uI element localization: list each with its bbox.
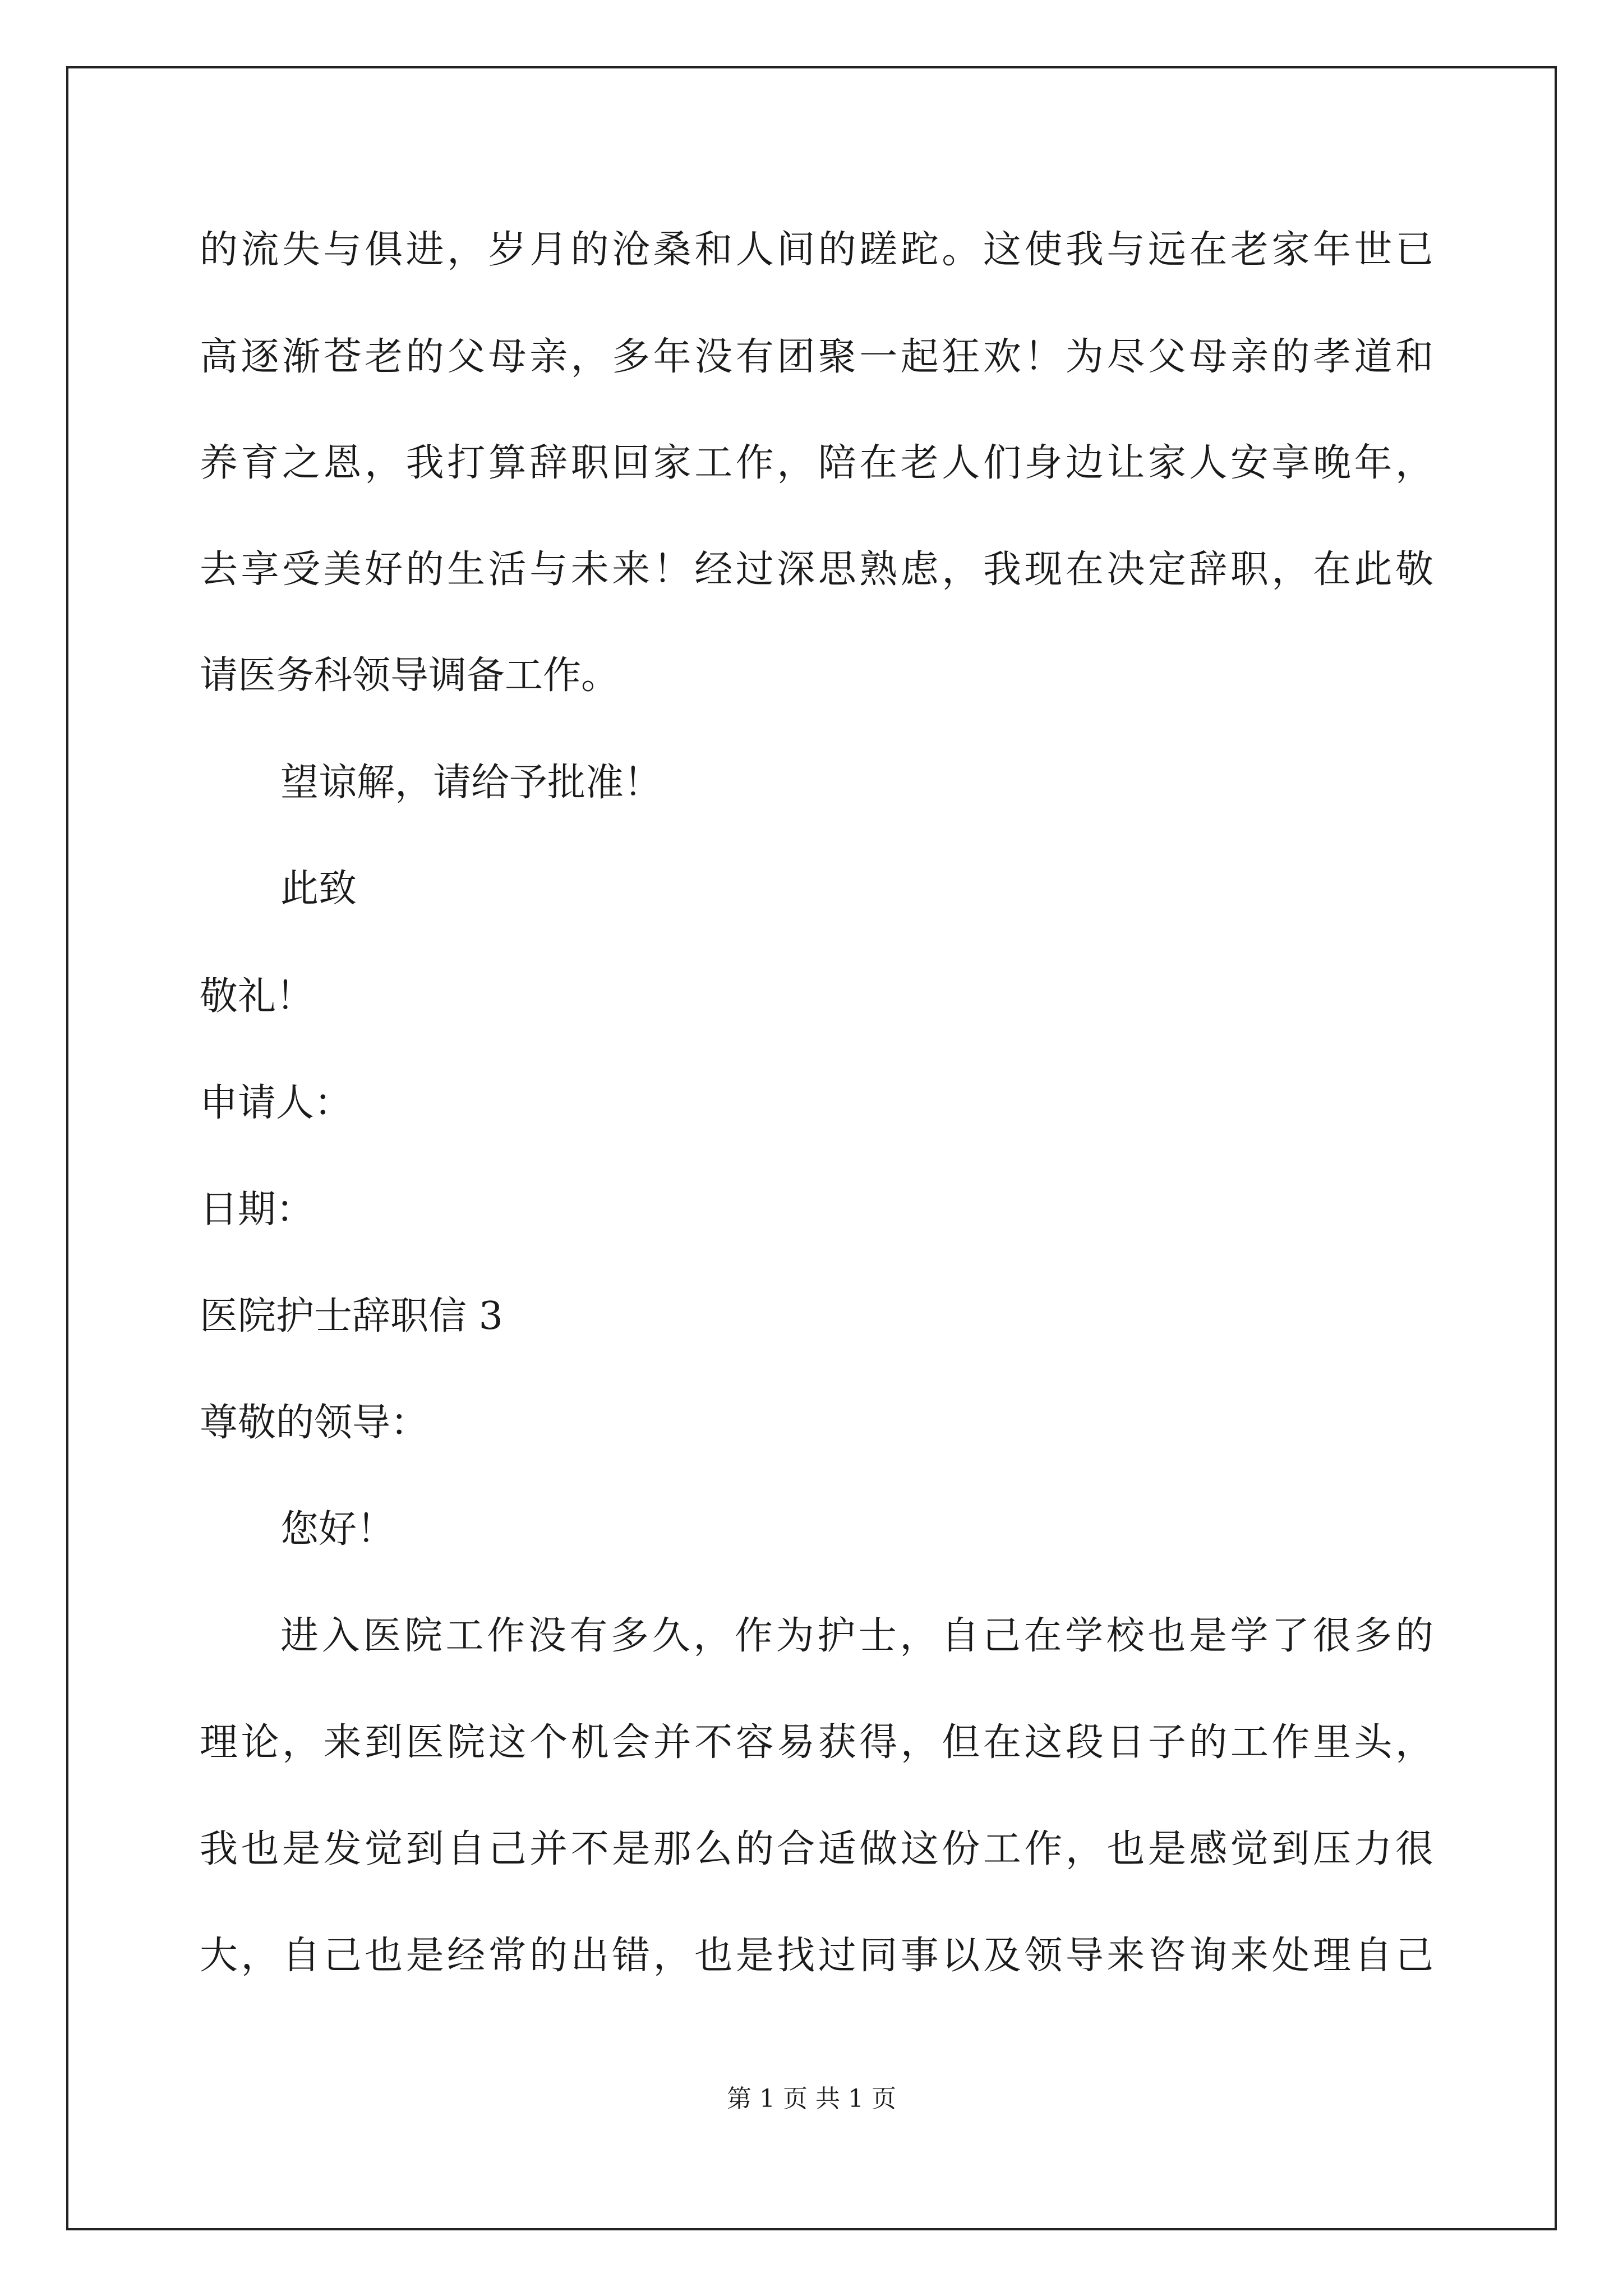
applicant-label: 申请人：: [200, 1081, 353, 1125]
paragraph-line: 我也是发觉到自己并不是那么的合适做这份工作，也是感觉到压力很: [200, 1827, 1433, 1871]
salutation-closing: 此致: [280, 867, 357, 911]
letter-title: 医院护士辞职信 3: [200, 1294, 503, 1338]
paragraph-line: 理论，来到医院这个机会并不容易获得，但在这段日子的工作里头，: [200, 1720, 1433, 1765]
letter-greeting: 尊敬的领导：: [200, 1401, 429, 1445]
date-label: 日期：: [200, 1188, 315, 1232]
paragraph-line: 去享受美好的生活与未来！经过深思熟虑，我现在决定辞职，在此敬: [200, 547, 1433, 592]
hello-line: 您好！: [280, 1507, 395, 1552]
page-border: [66, 66, 1557, 2230]
paragraph-line: 进入医院工作没有多久，作为护士，自己在学校也是学了很多的: [280, 1614, 1433, 1658]
paragraph-line: 请医务科领导调备工作。: [200, 654, 620, 698]
paragraph-line: 大，自己也是经常的出错，也是找过同事以及领导来咨询来处理自己: [200, 1934, 1433, 1978]
page-footer: 第 1 页 共 1 页: [727, 2085, 896, 2113]
paragraph-line: 的流失与俱进，岁月的沧桑和人间的蹉跎。这使我与远在老家年世已: [200, 228, 1433, 272]
paragraph-line: 高逐渐苍老的父母亲，多年没有团聚一起狂欢！为尽父母亲的孝道和: [200, 335, 1433, 379]
approval-request: 望谅解，请给予批准！: [280, 761, 662, 805]
regards: 敬礼！: [200, 974, 315, 1019]
paragraph-line: 养育之恩，我打算辞职回家工作，陪在老人们身边让家人安享晚年，: [200, 441, 1433, 485]
